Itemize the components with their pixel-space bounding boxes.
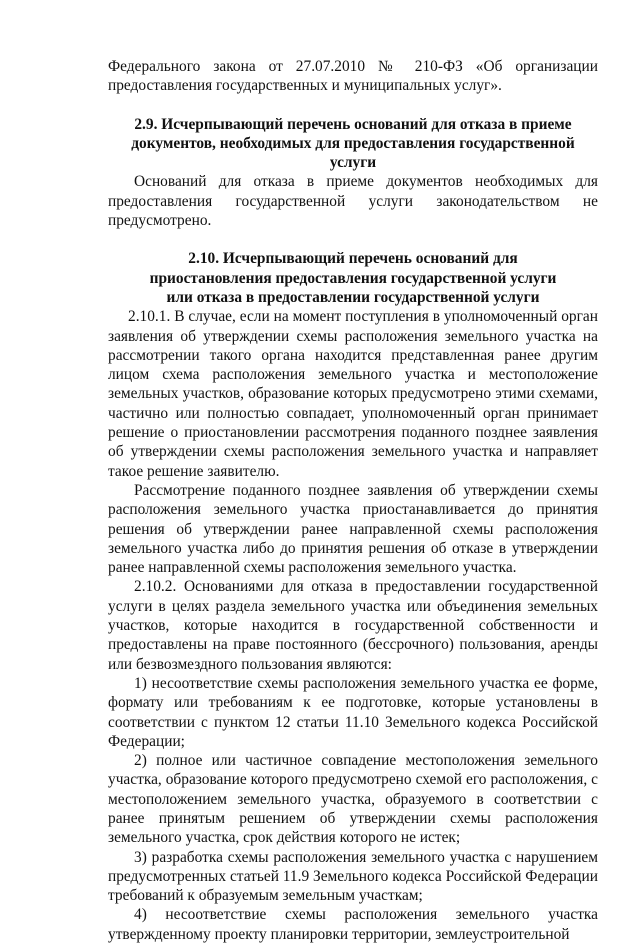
section-2-10-heading: [108, 249, 598, 307]
section-2-9-paragraph: Оснований для отказа в приеме документов необходимых для предоставления государственной услуги законодательством не предусмотрено.: [108, 173, 598, 230]
section-2-9-heading-line-2: документов, необходимых для предоставления государственной услуги: [131, 134, 575, 172]
paragraph-2-10-1: 2.10.1. В случае, если на момент поступления в уполномоченный орган заявления об утверждении схемы расположения земельного участка на рассмотрении такого органа находится представленная ранее другим лицом схема расположения земельного участка и местоположение земельных участков, образование которых предусмотрено этими схемами, частично или полностью совпадает, уполномоченный орган принимает решение о приостановлении рассмотрения поданного позднее заявления об утверждении схемы расположения земельного участка и направляет такое решение заявителю.: [108, 308, 598, 480]
list-item-3: 3) разработка схемы расположения земельного участка с нарушением предусмотренных статьей 11.9 Земельного кодекса Российской Федерации требований к образуемым земельным участкам;: [108, 848, 598, 905]
list-item-4: 4) несоответствие схемы расположения земельного участка утвержденному проекту планировки территории, землеустроительной: [108, 906, 598, 943]
section-2-10-heading-line-1: 2.10. Исчерпывающий перечень оснований для: [188, 250, 518, 268]
spacer: [108, 230, 598, 249]
spacer: [108, 96, 598, 115]
section-2-9-heading: [108, 115, 598, 173]
section-2-9-heading-line-1: 2.9. Исчерпывающий перечень оснований для отказа в приеме: [134, 115, 572, 133]
section-2-10-heading-line-2: приостановления предоставления государственной услуги: [149, 269, 557, 287]
paragraph-2-10-2: 2.10.2. Основаниями для отказа в предоставлении государственной услуги в целях раздела земельного участка или объединения земельных участков, которые находится в государственной собственности и предоставлены на праве постоянного (бессрочного) пользования, аренды или безвозмездного пользования являются:: [108, 578, 598, 673]
list-item-1: 1) несоответствие схемы расположения земельного участка ее форме, формату или требованиям к ее подготовке, которые установлены в соответствии с пунктом 12 статьи 11.10 Земельного кодекса Российской Федерации;: [108, 674, 598, 750]
intro-paragraph: Федерального закона от 27.07.2010 № 210-ФЗ «Об организации предоставления государственных и муниципальных услуг».: [108, 58, 598, 95]
list-item-2: 2) полное или частичное совпадение местоположения земельного участка, образование которого предусмотрено схемой его расположения, с местоположением земельного участка, образуемого в соответствии с ранее принятым решением об утверждении схемы расположения земельного участка, срок действия которого не истек;: [108, 752, 598, 847]
paragraph-suspension: Рассмотрение поданного позднее заявления об утверждении схемы расположения земельного участка приостанавливается до принятия решения об утверждении ранее направленной схемы расположения земельного участка либо до принятия решения об отказе в утверждении ранее направленной схемы расположения земельного участка.: [108, 481, 598, 577]
section-2-10-heading-line-3: или отказа в предоставлении государственной услуги: [166, 288, 540, 306]
